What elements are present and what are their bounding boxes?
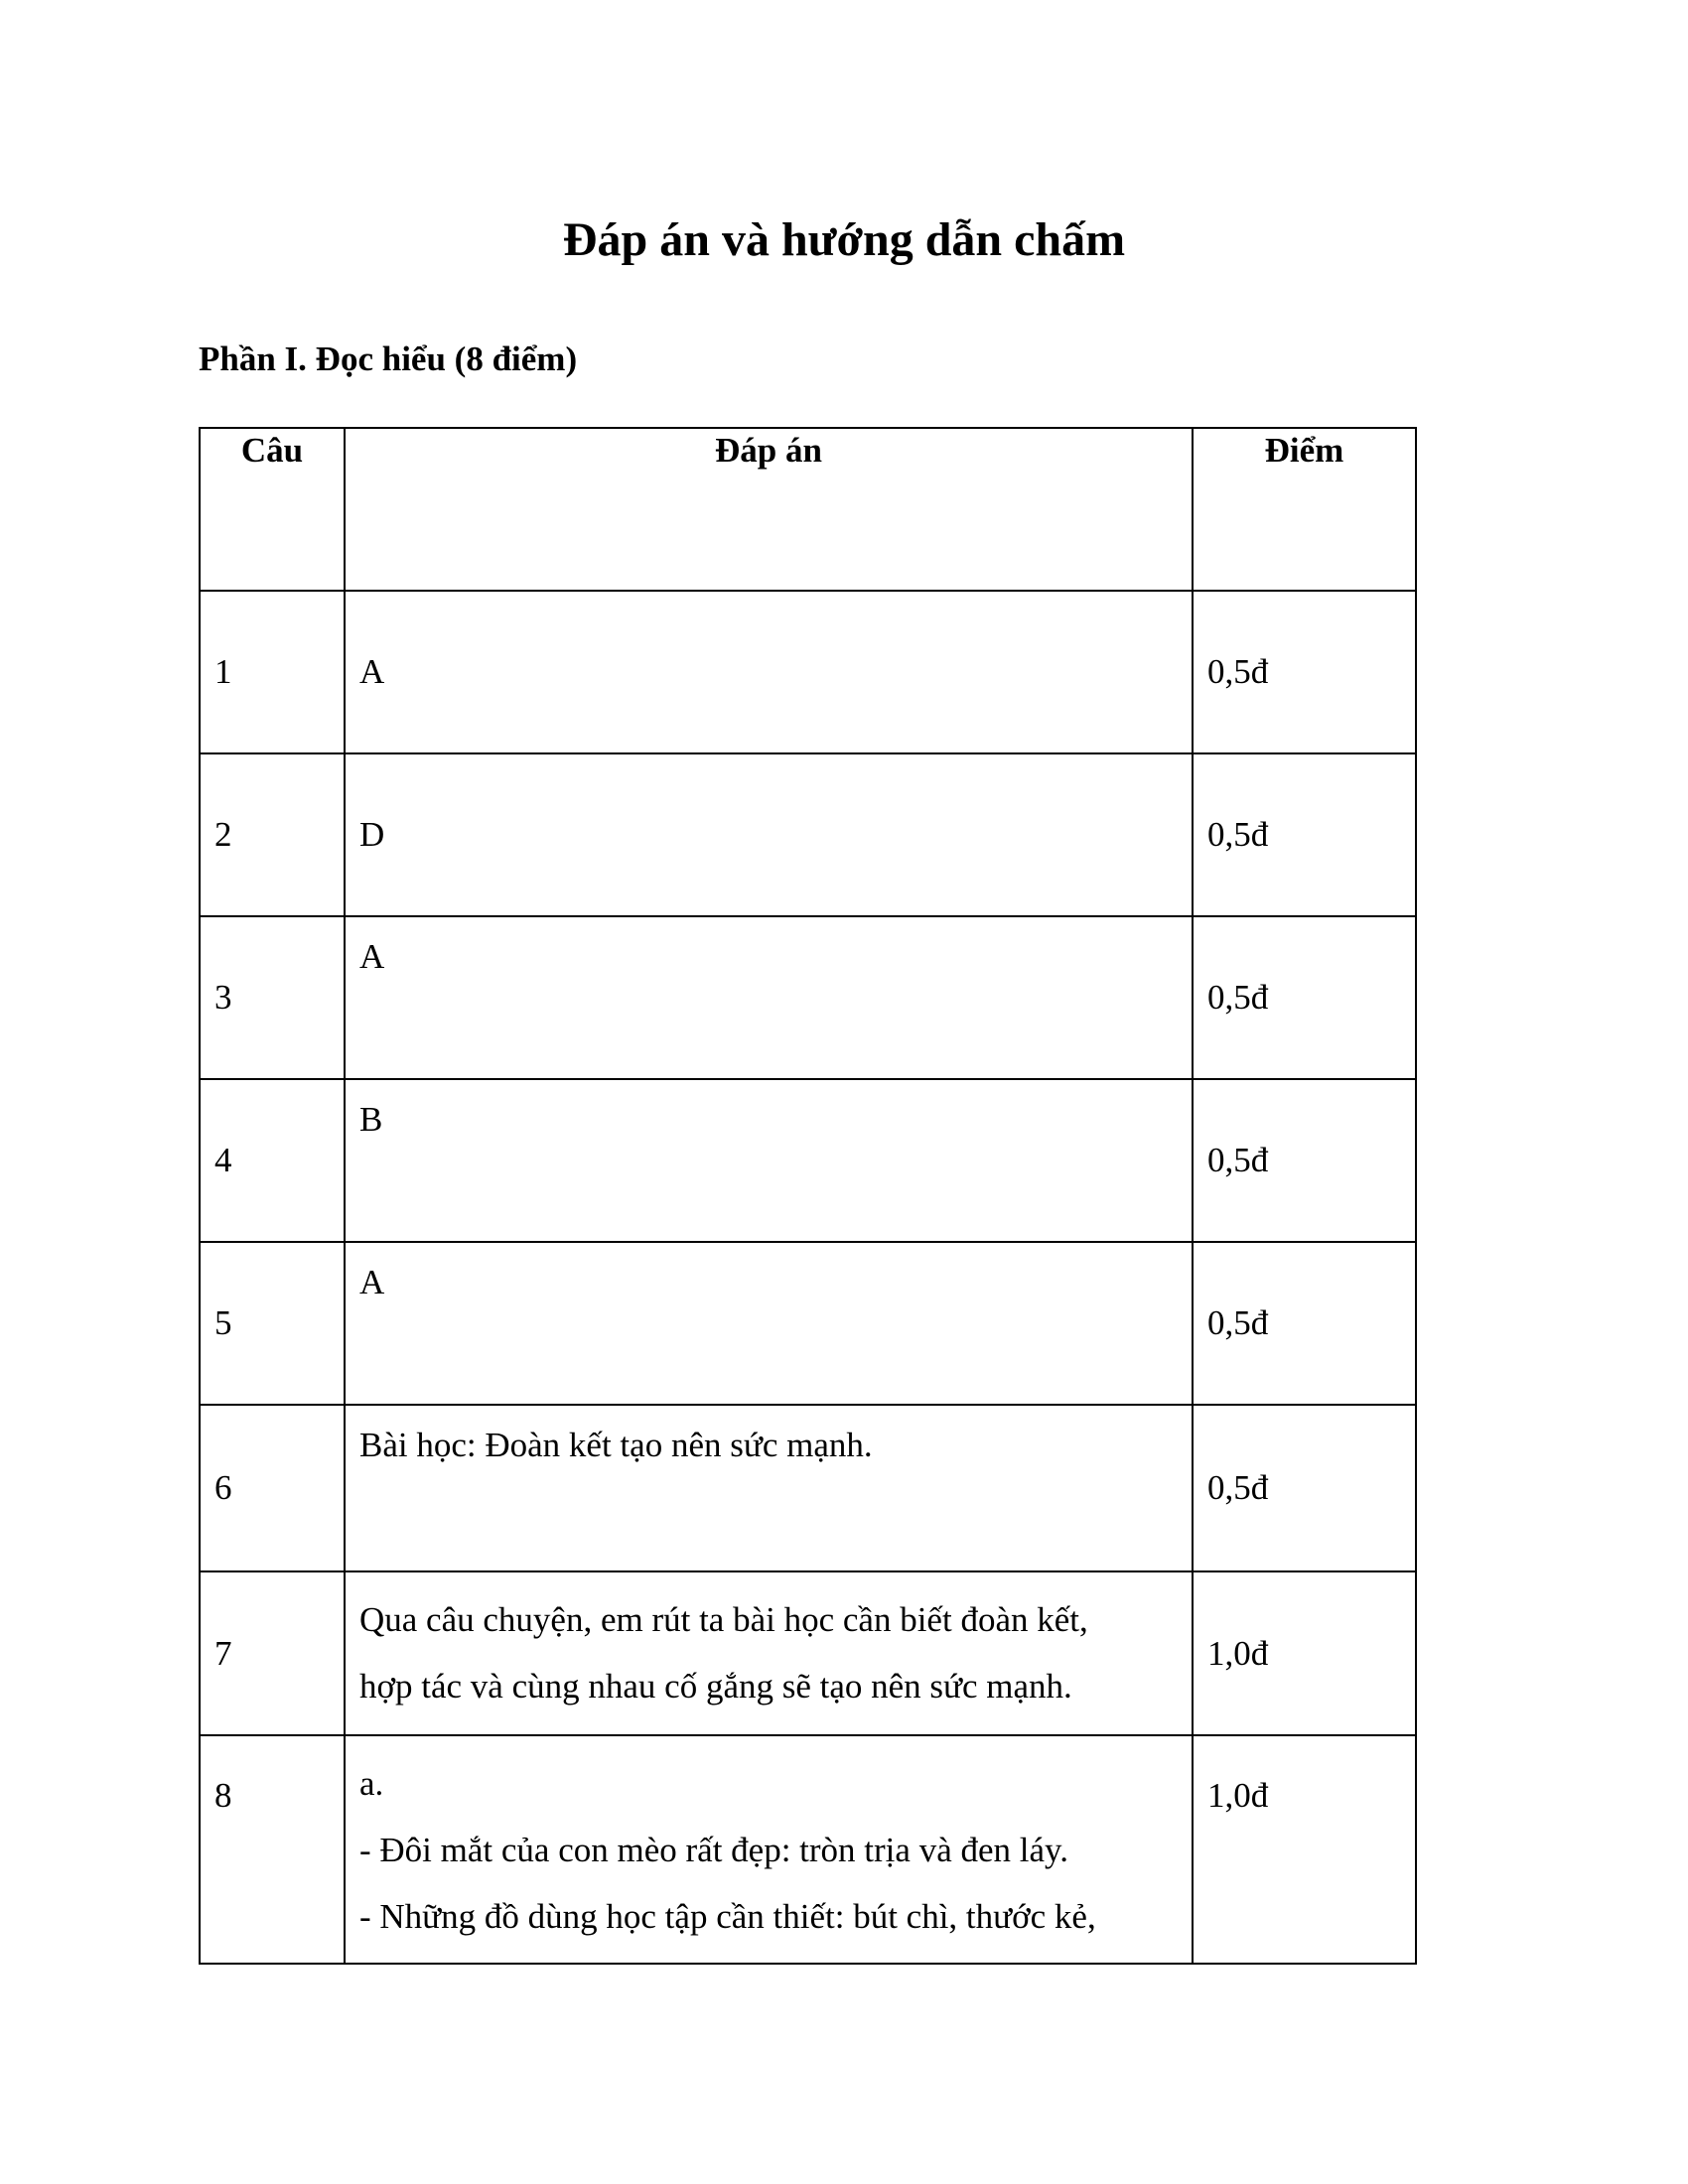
question-number: 1 [200, 591, 345, 753]
score-cell: 0,5đ [1193, 1079, 1416, 1242]
section-heading: Phần I. Đọc hiểu (8 điểm) [199, 340, 578, 378]
table-row [200, 1079, 1416, 1242]
table-row [200, 1571, 1416, 1735]
score-cell: 0,5đ [1193, 916, 1416, 1079]
answer-cell: A [345, 916, 1193, 1079]
score-cell: 1,0đ [1193, 1735, 1416, 1964]
answer-table [199, 427, 1417, 1965]
question-number: 6 [200, 1405, 345, 1571]
document-title: Đáp án và hướng dẫn chấm [562, 213, 1126, 266]
score-cell: 1,0đ [1193, 1571, 1416, 1735]
question-number: 4 [200, 1079, 345, 1242]
answer-cell: A [345, 1242, 1193, 1405]
answer-cell [345, 1735, 1193, 1964]
score-cell: 0,5đ [1193, 753, 1416, 916]
score-cell: 0,5đ [1193, 1242, 1416, 1405]
header-score: Điểm [1193, 428, 1416, 591]
table-row [200, 1242, 1416, 1405]
table-row [200, 1735, 1416, 1964]
answer-cell: A [345, 591, 1193, 753]
score-cell: 0,5đ [1193, 1405, 1416, 1571]
answer-line: Qua câu chuyện, em rút ta bài học cần biết đoàn kết, [359, 1600, 1088, 1639]
answer-line: - Đôi mắt của con mèo rất đẹp: tròn trịa và đen láy. [359, 1831, 1068, 1869]
table-row [200, 1405, 1416, 1571]
header-question: Câu [200, 428, 345, 591]
table-row [200, 753, 1416, 916]
answer-cell [345, 1571, 1193, 1735]
answer-line: a. [359, 1764, 384, 1803]
question-number: 5 [200, 1242, 345, 1405]
table-row [200, 591, 1416, 753]
table-row [200, 916, 1416, 1079]
question-number: 2 [200, 753, 345, 916]
answer-line: - Những đồ dùng học tập cần thiết: bút chì, thước kẻ, [359, 1897, 1096, 1936]
table-header-row [200, 428, 1416, 591]
answer-cell: D [345, 753, 1193, 916]
question-number: 8 [200, 1735, 345, 1964]
answer-line: hợp tác và cùng nhau cố gắng sẽ tạo nên sức mạnh. [359, 1667, 1072, 1706]
answer-cell: Bài học: Đoàn kết tạo nên sức mạnh. [345, 1405, 1193, 1571]
question-number: 3 [200, 916, 345, 1079]
answer-cell: B [345, 1079, 1193, 1242]
score-cell: 0,5đ [1193, 591, 1416, 753]
header-answer: Đáp án [345, 428, 1193, 591]
question-number: 7 [200, 1571, 345, 1735]
